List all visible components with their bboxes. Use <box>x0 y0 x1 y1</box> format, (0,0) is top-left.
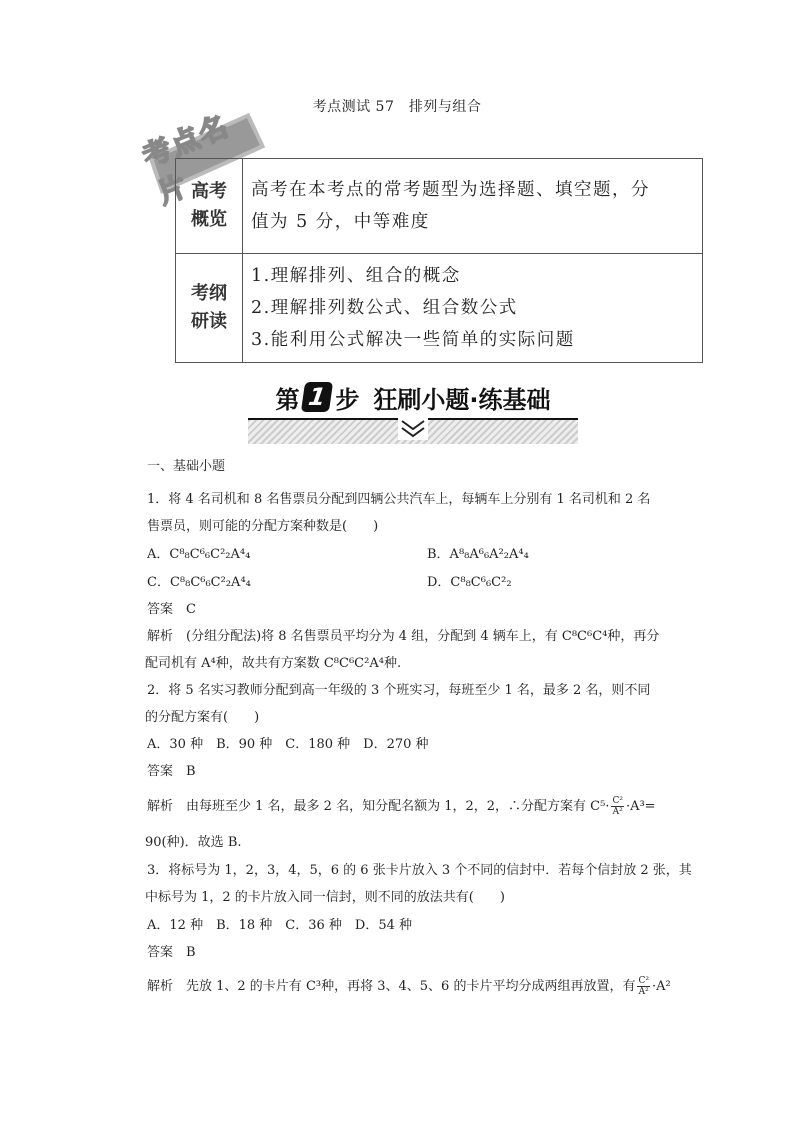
question-stem: 售票员，则可能的分配方案种数是( ) <box>147 519 379 534</box>
content-line: 值为 5 分，中等难度 <box>251 212 430 232</box>
options: A．12 种 B．18 种 C．36 种 D．54 种 <box>147 918 413 933</box>
option-a: A．C⁸₈C⁶₆C²₂A⁴₄ <box>147 547 251 562</box>
banner-heading: 狂刷小题·练基础 <box>373 385 551 414</box>
banner-prefix: 第 <box>275 385 300 414</box>
banner-title <box>248 378 578 416</box>
analysis <box>147 975 671 997</box>
step-banner <box>248 378 578 444</box>
banner-step-number: 1 <box>301 382 333 412</box>
row-label <box>176 159 243 254</box>
page-title: 考点测试 57 排列与组合 <box>312 99 482 115</box>
options: A．30 种 B．90 种 C．180 种 D．270 种 <box>147 737 429 752</box>
question-stem: 1．将 4 名司机和 8 名售票员分配到四辆公共汽车上，每辆车上分别有 1 名司机和 2 名 <box>147 492 651 507</box>
analysis-text: 解析 由每班至少 1 名，最多 2 名，知分配名额为 1，2，2，∴分配方案有 C⁵· <box>147 799 610 814</box>
fraction: $\frac{\text{C²}}{\text{A²}}$ <box>612 796 623 817</box>
analysis-text: 解析 先放 1、2 的卡片有 C³种，再将 3、4、5、6 的卡片平均分成两组再放置，有 <box>147 979 636 994</box>
option-c: C．C⁸₈C⁶₆C²₂A⁴₄ <box>147 575 251 590</box>
question-stem: 2．将 5 名实习教师分配到高一年级的 3 个班实习，每班至少 1 名，最多 2 名，则不同 <box>147 683 651 698</box>
option-d: D．C⁸₈C⁶₆C²₂ <box>427 575 512 590</box>
option-b: B．A⁸₈A⁶₆A²₂A⁴₄ <box>427 547 529 562</box>
question-stem: 的分配方案有( ) <box>145 710 260 725</box>
label-line: 考纲 <box>191 283 227 304</box>
row-content <box>243 254 703 363</box>
stamp-text: 考点名片 <box>138 108 235 211</box>
content-line: 3.能利用公式解决一些简单的实际问题 <box>251 330 575 350</box>
content-line: 1.理解排列、组合的概念 <box>251 266 461 286</box>
double-chevron-down-icon <box>398 418 428 440</box>
label-line: 研读 <box>191 311 227 332</box>
analysis-text: ·A³= <box>625 799 656 814</box>
row-content <box>243 159 703 254</box>
analysis <box>147 795 656 817</box>
fraction: $\frac{\text{C²}}{\text{A²}}$ <box>638 976 649 997</box>
analysis-text: ·A² <box>651 979 671 994</box>
table-row <box>176 159 703 254</box>
table-row <box>176 254 703 363</box>
question-stem: 3．将标号为 1，2，3，4，5，6 的 6 张卡片放入 3 个不同的信封中．若每个信封放 2 张，其 <box>147 863 692 878</box>
info-table <box>175 158 703 363</box>
section-heading: 一、基础小题 <box>147 459 226 474</box>
content-line: 2.理解排列数公式、组合数公式 <box>251 298 518 318</box>
question-stem: 中标号为 1，2 的卡片放入同一信封，则不同的放法共有( ) <box>145 890 505 905</box>
label-line: 高考 <box>191 181 227 202</box>
analysis: 解析 (分组分配法)将 8 名售票员平均分为 4 组，分配到 4 辆车上，有 C⁸C⁶C⁴种，再分 <box>147 629 660 644</box>
answer: 答案 B <box>147 764 196 779</box>
label-line: 概览 <box>191 209 227 230</box>
analysis: 配司机有 A⁴种，故共有方案数 C⁸C⁶C²A⁴种. <box>145 656 402 671</box>
analysis: 90(种)．故选 B. <box>145 835 242 850</box>
row-label <box>176 254 243 363</box>
answer: 答案 C <box>147 602 196 617</box>
banner-step: 步 <box>335 385 360 414</box>
content-line: 高考在本考点的常考题型为选择题、填空题，分 <box>251 180 650 200</box>
answer: 答案 B <box>147 945 196 960</box>
